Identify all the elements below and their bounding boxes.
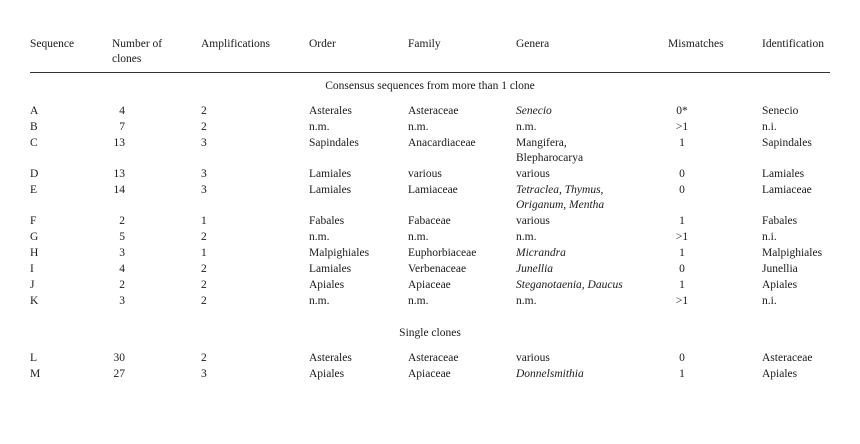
genera-line: Junellia: [516, 263, 554, 275]
header-genera: Genera: [516, 38, 550, 50]
cell-amp: 2: [201, 263, 207, 275]
cell-seq: L: [30, 352, 38, 364]
cell-family: n.m.: [408, 121, 429, 133]
cell-order: n.m.: [309, 295, 330, 307]
cell-genera: [516, 278, 623, 293]
genera-line: various: [516, 352, 550, 364]
cell-amp: 2: [201, 121, 207, 133]
header-number-of-clones: [112, 37, 162, 67]
cell-mismatch: 0: [679, 184, 685, 196]
cell-mismatch: 0*: [676, 105, 688, 117]
cell-mismatch: >1: [675, 295, 689, 307]
cell-clones: 7: [119, 121, 125, 133]
genera-line: various: [516, 215, 550, 227]
cell-clones: 5: [119, 231, 125, 243]
header-order: Order: [309, 38, 336, 50]
cell-seq: I: [30, 263, 34, 275]
cell-mismatch: >1: [675, 121, 689, 133]
cell-genera: [516, 367, 584, 382]
genera-line: Micrandra: [516, 247, 566, 259]
cell-order: n.m.: [309, 121, 330, 133]
cell-seq: G: [30, 231, 39, 243]
cell-ident: Apiales: [762, 368, 798, 380]
cell-clones: 14: [113, 184, 125, 196]
cell-clones: 3: [119, 247, 125, 259]
genera-line: Origanum, Mentha: [516, 199, 605, 211]
cell-genera: [516, 167, 550, 182]
header-identification: Identification: [762, 38, 824, 50]
cell-amp: 1: [201, 247, 207, 259]
cell-seq: E: [30, 184, 38, 196]
cell-amp: 2: [201, 352, 207, 364]
cell-order: Sapindales: [309, 137, 359, 149]
cell-seq: B: [30, 121, 38, 133]
cell-seq: A: [30, 105, 39, 117]
cell-mismatch: >1: [675, 231, 689, 243]
cell-ident: Lamiaceae: [762, 184, 812, 196]
cell-clones: 27: [113, 368, 125, 380]
cell-clones: 30: [113, 352, 125, 364]
cell-order: Lamiales: [309, 263, 352, 275]
cell-amp: 2: [201, 231, 207, 243]
cell-seq: K: [30, 295, 39, 307]
cell-ident: Asteraceae: [762, 352, 813, 364]
cell-order: Asterales: [309, 352, 352, 364]
cell-mismatch: 1: [679, 279, 685, 291]
cell-seq: F: [30, 215, 37, 227]
header-amplifications: Amplifications: [201, 38, 270, 50]
cell-genera: [516, 230, 536, 245]
cell-family: Lamiaceae: [408, 184, 458, 196]
cell-clones: 13: [113, 168, 125, 180]
cell-mismatch: 0: [679, 168, 685, 180]
header-clones-line1: Number of: [112, 38, 163, 50]
cell-seq: J: [30, 279, 35, 291]
genera-line: Blepharocarya: [516, 152, 584, 164]
cell-ident: Lamiales: [762, 168, 805, 180]
cell-clones: 4: [119, 263, 125, 275]
cell-ident: n.i.: [762, 231, 777, 243]
cell-seq: H: [30, 247, 39, 259]
cell-order: Asterales: [309, 105, 352, 117]
cell-clones: 13: [113, 137, 125, 149]
cell-order: Lamiales: [309, 168, 352, 180]
cell-family: Asteraceae: [408, 352, 459, 364]
cell-ident: Junellia: [762, 263, 798, 275]
cell-genera: [516, 183, 604, 213]
cell-mismatch: 1: [679, 247, 685, 259]
cell-mismatch: 0: [679, 263, 685, 275]
cell-amp: 1: [201, 215, 207, 227]
cell-family: n.m.: [408, 231, 429, 243]
header-rule: [30, 72, 830, 73]
cell-clones: 2: [119, 279, 125, 291]
cell-amp: 2: [201, 295, 207, 307]
cell-amp: 2: [201, 105, 207, 117]
cell-amp: 2: [201, 279, 207, 291]
genera-line: n.m.: [516, 231, 537, 243]
section-title-consensus: Consensus sequences from more than 1 clone: [325, 80, 535, 92]
genera-line: n.m.: [516, 121, 537, 133]
cell-family: Euphorbiaceae: [408, 247, 477, 259]
cell-ident: Senecio: [762, 105, 799, 117]
cell-seq: D: [30, 168, 39, 180]
genera-line: Mangifera,: [516, 137, 567, 149]
cell-family: Apiaceae: [408, 279, 451, 291]
cell-seq: M: [30, 368, 41, 380]
cell-amp: 3: [201, 137, 207, 149]
cell-order: Fabales: [309, 215, 345, 227]
header-mismatches: Mismatches: [668, 38, 724, 50]
cell-order: Lamiales: [309, 184, 352, 196]
cell-ident: Malpighiales: [762, 247, 823, 259]
cell-mismatch: 1: [679, 137, 685, 149]
cell-family: Fabaceae: [408, 215, 451, 227]
cell-genera: [516, 262, 553, 277]
cell-order: n.m.: [309, 231, 330, 243]
genera-line: n.m.: [516, 295, 537, 307]
cell-genera: [516, 136, 583, 166]
cell-genera: [516, 351, 550, 366]
cell-ident: Apiales: [762, 279, 798, 291]
cell-family: Verbenaceae: [408, 263, 467, 275]
cell-amp: 3: [201, 168, 207, 180]
cell-amp: 3: [201, 184, 207, 196]
genera-line: Steganotaenia, Daucus: [516, 279, 623, 291]
cell-order: Malpighiales: [309, 247, 370, 259]
genera-line: Senecio: [516, 105, 552, 117]
cell-ident: Sapindales: [762, 137, 812, 149]
cell-genera: [516, 120, 536, 135]
genera-line: Tetraclea, Thymus,: [516, 184, 604, 196]
cell-family: n.m.: [408, 295, 429, 307]
cell-ident: Fabales: [762, 215, 798, 227]
header-family: Family: [408, 38, 441, 50]
cell-clones: 2: [119, 215, 125, 227]
cell-family: various: [408, 168, 442, 180]
genera-line: various: [516, 168, 550, 180]
header-sequence: Sequence: [30, 38, 75, 50]
cell-genera: [516, 104, 552, 119]
cell-family: Anacardiaceae: [408, 137, 476, 149]
genera-line: Donnelsmithia: [516, 368, 584, 380]
cell-mismatch: 1: [679, 215, 685, 227]
cell-order: Apiales: [309, 279, 345, 291]
cell-family: Apiaceae: [408, 368, 451, 380]
cell-order: Apiales: [309, 368, 345, 380]
cell-ident: n.i.: [762, 295, 777, 307]
cell-clones: 3: [119, 295, 125, 307]
cell-mismatch: 0: [679, 352, 685, 364]
section-title-single: Single clones: [399, 327, 461, 339]
cell-family: Asteraceae: [408, 105, 459, 117]
header-clones-line2: clones: [112, 53, 142, 65]
cell-genera: [516, 214, 550, 229]
cell-genera: [516, 294, 536, 309]
cell-mismatch: 1: [679, 368, 685, 380]
cell-genera: [516, 246, 566, 261]
cell-amp: 3: [201, 368, 207, 380]
cell-seq: C: [30, 137, 38, 149]
cell-ident: n.i.: [762, 121, 777, 133]
cell-clones: 4: [119, 105, 125, 117]
